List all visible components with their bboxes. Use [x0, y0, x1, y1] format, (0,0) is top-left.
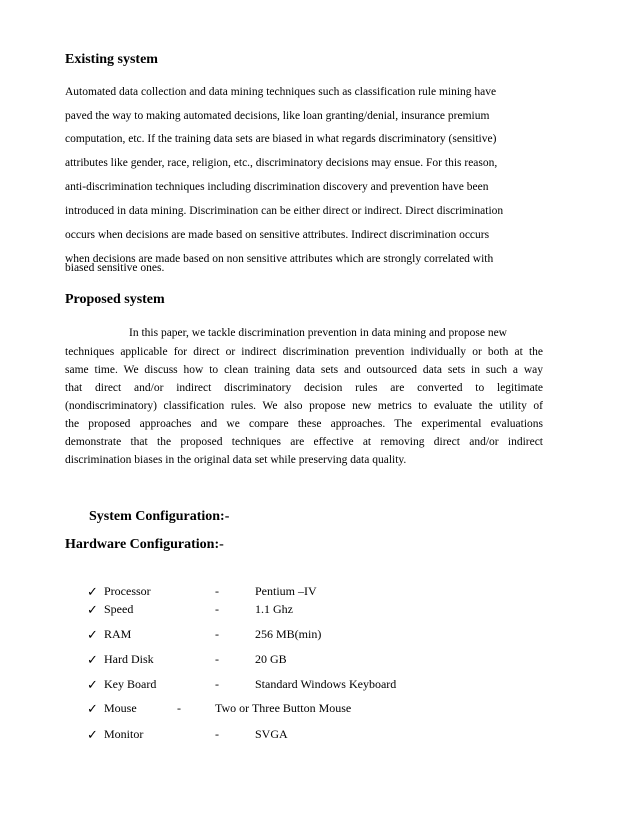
- check-icon: ✓: [87, 584, 98, 599]
- existing-line-1: Automated data collection and data mining techniques such as classification rule mining have: [65, 86, 497, 98]
- proposed-line-2: techniques applicable for direct or indirect discrimination prevention individually or both at the: [65, 346, 543, 358]
- proposed-line-5: (nondiscriminatory) classification rules. We also propose new metrics to evaluate the utility of: [65, 400, 543, 412]
- proposed-line-7: demonstrate that the proposed techniques are effective at removing direct and/or indirect: [65, 436, 543, 448]
- item-value-keyboard: Standard Windows Keyboard: [255, 677, 397, 691]
- existing-line-3: computation, etc. If the training data sets are biased in what regards discriminatory (sensitive): [65, 133, 497, 145]
- item-value-ram: 256 MB(min): [255, 627, 322, 641]
- existing-line-2: paved the way to making automated decisions, like loan granting/denial, insurance premium: [65, 110, 490, 122]
- item-value-speed: 1.1 Ghz: [255, 602, 293, 616]
- check-icon: ✓: [87, 602, 98, 617]
- item-label-speed: Speed: [104, 602, 134, 616]
- proposed-line-3: same time. We discuss how to clean training data sets and outsourced data sets in such a way: [65, 364, 543, 376]
- item-value-monitor: SVGA: [255, 727, 288, 741]
- item-value-hard-disk: 20 GB: [255, 652, 287, 666]
- item-dash-speed: -: [215, 602, 219, 616]
- item-label-mouse: Mouse: [104, 701, 137, 715]
- item-dash-monitor: -: [215, 727, 219, 741]
- existing-line-7: occurs when decisions are made based on sensitive attributes. Indirect discrimination occurs: [65, 229, 490, 241]
- check-icon: ✓: [87, 652, 98, 667]
- item-value-mouse: Two or Three Button Mouse: [215, 701, 352, 715]
- existing-system-heading: Existing system: [65, 52, 158, 67]
- item-label-ram: RAM: [104, 627, 132, 641]
- item-dash-keyboard: -: [215, 677, 219, 691]
- item-dash-ram: -: [215, 627, 219, 641]
- item-label-processor: Processor: [104, 584, 151, 598]
- item-label-hard-disk: Hard Disk: [104, 652, 154, 666]
- item-label-monitor: Monitor: [104, 727, 144, 741]
- check-icon: ✓: [87, 677, 98, 692]
- item-value-processor: Pentium –IV: [255, 584, 317, 598]
- item-dash-mouse: -: [177, 701, 181, 715]
- check-icon: ✓: [87, 727, 98, 742]
- existing-line-8: when decisions are made based on non sensitive attributes which are strongly correlated with: [65, 253, 494, 265]
- system-configuration-heading: System Configuration:-: [89, 509, 230, 524]
- item-dash-hard-disk: -: [215, 652, 219, 666]
- item-dash-processor: -: [215, 584, 219, 598]
- proposed-system-heading: Proposed system: [65, 292, 165, 307]
- proposed-line-4: that direct and/or indirect discriminatory decision rules are converted to legitimate: [65, 382, 543, 394]
- check-icon: ✓: [87, 627, 98, 642]
- item-label-keyboard: Key Board: [104, 677, 157, 691]
- proposed-line-1: In this paper, we tackle discrimination prevention in data mining and propose new: [129, 327, 507, 339]
- proposed-line-8: discrimination biases in the original data set while preserving data quality.: [65, 454, 407, 466]
- hardware-configuration-heading: Hardware Configuration:-: [65, 537, 224, 552]
- existing-line-5: anti-discrimination techniques including discrimination discovery and prevention have been: [65, 181, 489, 193]
- check-icon: ✓: [87, 701, 98, 716]
- existing-line-6: introduced in data mining. Discrimination can be either direct or indirect. Direct discrimination: [65, 205, 504, 217]
- existing-line-9: biased sensitive ones.: [65, 262, 165, 274]
- existing-line-4: attributes like gender, race, religion, etc., discriminatory decisions may ensue. For this reason,: [65, 157, 498, 169]
- proposed-line-6: the proposed approaches and we compare these approaches. The experimental evaluations: [65, 418, 543, 430]
